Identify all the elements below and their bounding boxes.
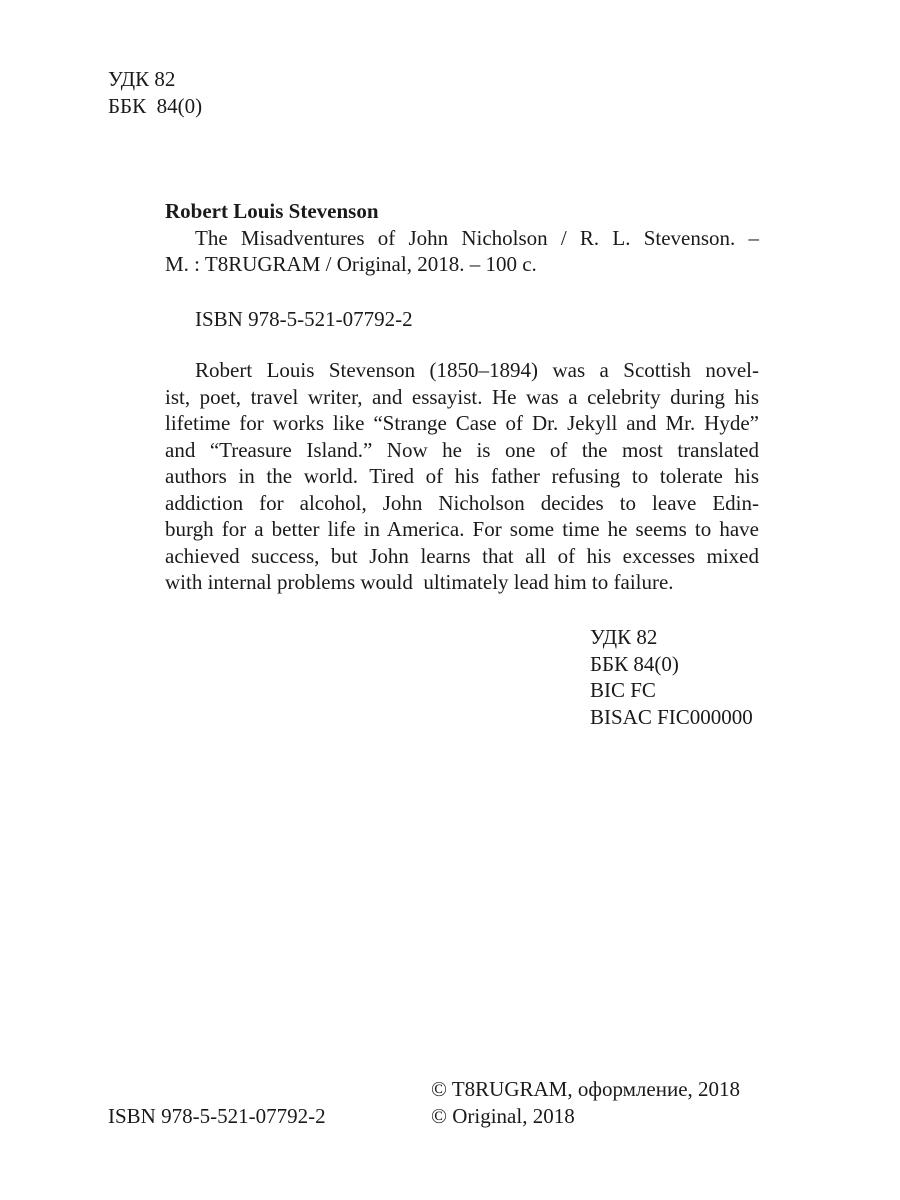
- bbk-code: ББК 84(0): [590, 651, 679, 676]
- bisac-code: BISAC FIC000000: [590, 704, 753, 729]
- annotation-line: ist, poet, travel writer, and essayist. He was a celebrity during his: [165, 384, 759, 409]
- annotation-line: and “Treasure Island.” Now he is one of the most translated: [165, 437, 759, 462]
- top-classification-codes: [108, 66, 202, 119]
- isbn-footer: ISBN 978-5-521-07792-2: [108, 1104, 326, 1128]
- author-name: Robert Louis Stevenson: [165, 199, 379, 223]
- udk-code: УДК 82: [108, 67, 176, 91]
- annotation-line: with internal problems would ultimately lead him to failure.: [165, 570, 674, 594]
- bbk-code: ББК 84(0): [108, 93, 203, 118]
- citation-title-line: The Misadventures of John Nicholson / R. L. Stevenson. –: [195, 225, 759, 250]
- copyright-original: © Original, 2018: [431, 1103, 575, 1128]
- udk-code: УДК 82: [590, 625, 658, 649]
- bic-code: BIC FC: [590, 678, 656, 702]
- annotation-line: lifetime for works like “Strange Case of Dr. Jekyll and Mr. Hyde”: [165, 411, 759, 435]
- copyright-notice: [431, 1076, 740, 1129]
- annotation-line: Robert Louis Stevenson (1850–1894) was a Scottish novel-: [195, 358, 759, 382]
- isbn-main: ISBN 978-5-521-07792-2: [195, 307, 413, 331]
- classification-codes: [590, 624, 753, 730]
- annotation-line: addiction for alcohol, John Nicholson decides to leave Edin-: [165, 490, 759, 515]
- citation-publisher-line: M. : T8RUGRAM / Original, 2018. – 100 c.: [165, 252, 537, 276]
- annotation-line: authors in the world. Tired of his father refusing to tolerate his: [165, 464, 759, 488]
- annotation-paragraph: [165, 357, 759, 596]
- bibliographic-citation: [165, 198, 759, 278]
- annotation-line: achieved success, but John learns that all of his excesses mixed: [165, 543, 759, 568]
- copyright-design: © T8RUGRAM, оформление, 2018: [431, 1077, 741, 1101]
- annotation-line: burgh for a better life in America. For some time he seems to have: [165, 517, 759, 541]
